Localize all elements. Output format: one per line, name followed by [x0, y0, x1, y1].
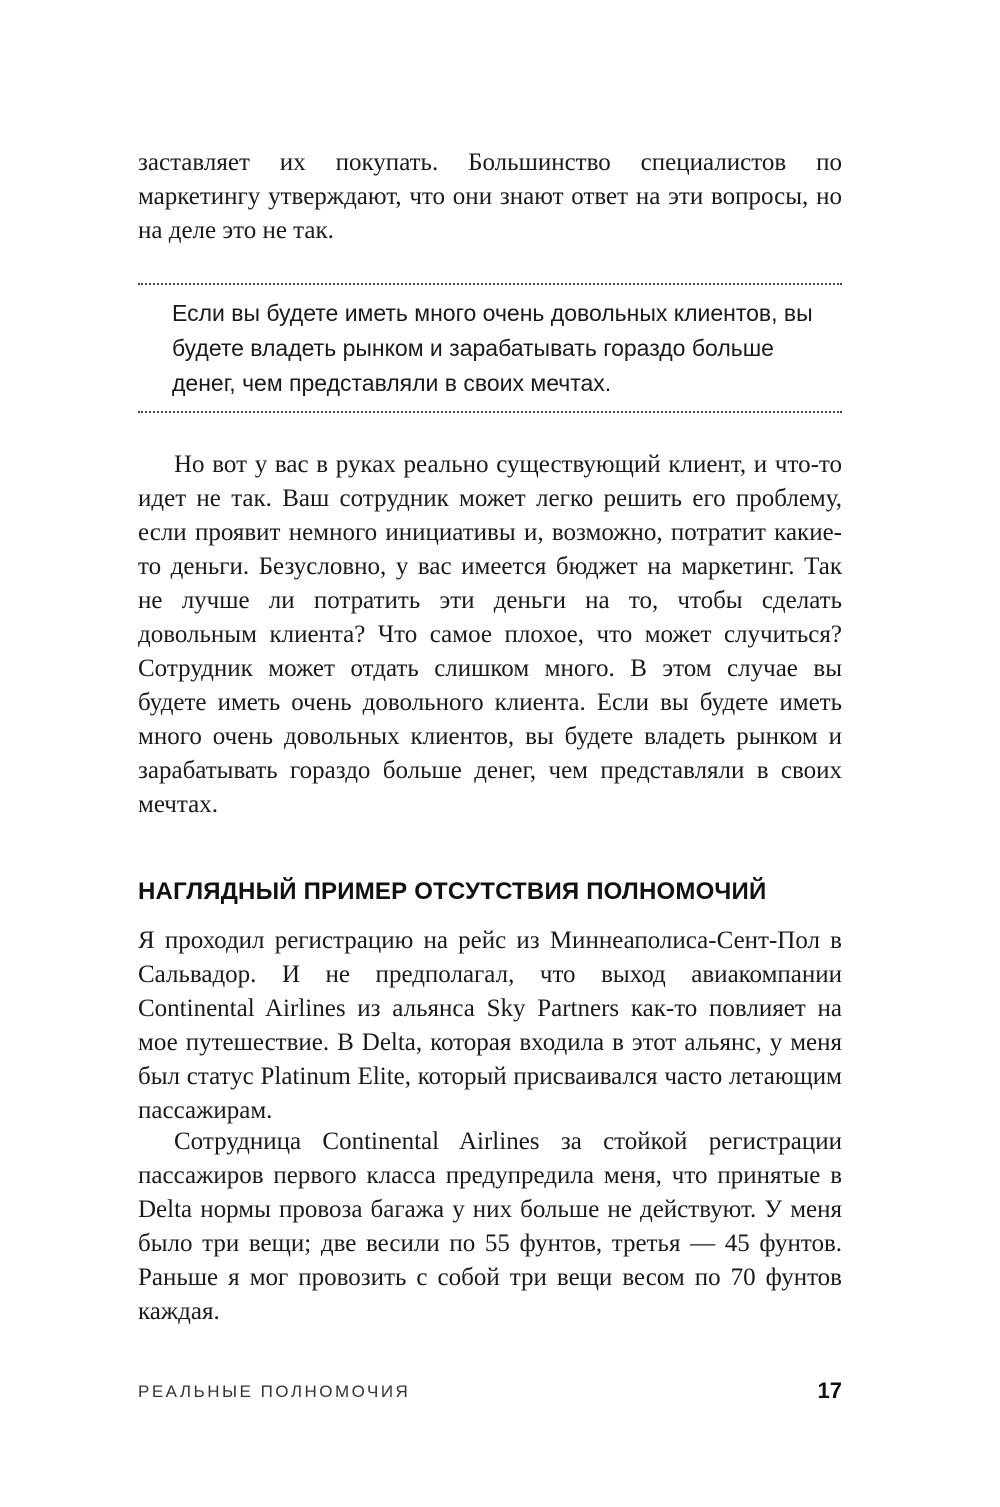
section-heading: НАГЛЯДНЫЙ ПРИМЕР ОТСУТСТВИЯ ПОЛНОМОЧИЙ	[138, 878, 767, 905]
page-number: 17	[817, 1378, 842, 1403]
running-head: РЕАЛЬНЫЕ ПОЛНОМОЧИЯ	[138, 1382, 411, 1401]
pull-quote-top-rule	[138, 283, 842, 285]
paragraph-story-2: Сотрудница Continental Airlines за стойкой регистрации пассажиров первого класса предупредила меня, что принятые в Delta нормы провоза багажа у них больше не действуют. У меня было три вещи; две весили по 55 фунтов, третья — 45 фунтов. Раньше я мог провозить с собой три вещи весом по 70 фунтов каждая.	[138, 1128, 842, 1325]
paragraph-main: Но вот у вас в руках реально существующий клиент, и что-то идет не так. Ваш сотрудник может легко решить его проблему, если проявит немного инициативы и, возможно, потратит какие-то деньги. Безусловно, у вас имеется бюджет на маркетинг. Так не лучше ли потратить эти деньги на то, чтобы сделать довольным клиента? Что самое плохое, что может случиться? Сотрудник может отдать слишком много. В этом случае вы будете иметь очень довольного клиента. Если вы будете иметь много очень довольных клиентов, вы будете владеть рынком и зарабатывать гораздо больше денег, чем представляли в своих мечтах.	[138, 451, 842, 818]
pull-quote-bottom-rule	[138, 411, 842, 413]
paragraph-intro: заставляет их покупать. Большинство специалистов по маркетингу утверждают, что они знают ответ на эти вопросы, но на деле это не так.	[138, 149, 842, 244]
paragraph-story-1: Я проходил регистрацию на рейс из Миннеаполиса-Сент-Пол в Сальвадор. И не предполагал, что выход авиакомпании Continental Airlines из альянса Sky Partners как-то повлияет на мое путешествие. В Delta, которая входила в этот альянс, у меня был статус Platinum Elite, который присваивался часто летающим пассажирам.	[138, 927, 842, 1124]
pull-quote: Если вы будете иметь много очень довольных клиентов, вы будете владеть рынком и зарабатывать гораздо больше денег, чем представляли в своих мечтах.	[172, 300, 813, 396]
